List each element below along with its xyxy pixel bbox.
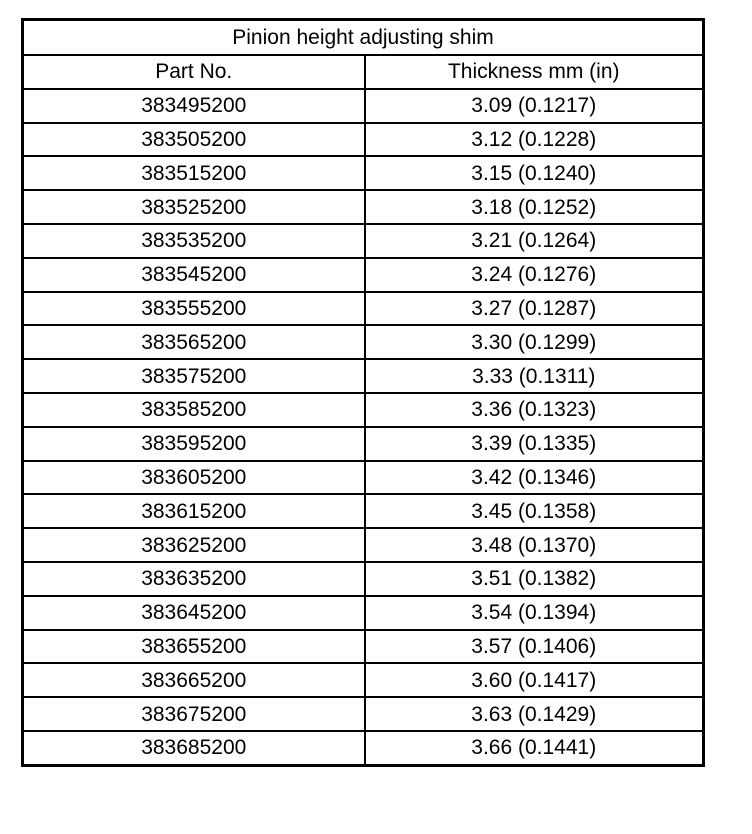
table-header-row	[23, 55, 704, 89]
table-row	[23, 494, 704, 528]
table-row	[23, 224, 704, 258]
table-row	[23, 393, 704, 427]
table-row	[23, 258, 704, 292]
thickness-cell: 3.30 (0.1299)	[365, 325, 704, 359]
part-number-cell: 383505200	[23, 123, 365, 157]
part-number-cell: 383615200	[23, 494, 365, 528]
part-number-cell: 383525200	[23, 190, 365, 224]
thickness-cell: 3.48 (0.1370)	[365, 528, 704, 562]
thickness-cell: 3.36 (0.1323)	[365, 393, 704, 427]
header-part-no: Part No.	[23, 55, 365, 89]
table-row	[23, 528, 704, 562]
part-number-cell: 383565200	[23, 325, 365, 359]
part-number-cell: 383595200	[23, 427, 365, 461]
table-row	[23, 427, 704, 461]
part-number-cell: 383625200	[23, 528, 365, 562]
thickness-cell: 3.27 (0.1287)	[365, 292, 704, 326]
thickness-cell: 3.63 (0.1429)	[365, 697, 704, 731]
table-title: Pinion height adjusting shim	[23, 20, 704, 56]
header-thickness: Thickness mm (in)	[365, 55, 704, 89]
table-row	[23, 731, 704, 765]
part-number-cell: 383685200	[23, 731, 365, 765]
shim-table	[21, 18, 705, 767]
thickness-cell: 3.24 (0.1276)	[365, 258, 704, 292]
table-body	[23, 20, 704, 766]
part-number-cell: 383665200	[23, 663, 365, 697]
part-number-cell: 383545200	[23, 258, 365, 292]
table-row	[23, 89, 704, 123]
thickness-cell: 3.45 (0.1358)	[365, 494, 704, 528]
part-number-cell: 383635200	[23, 562, 365, 596]
thickness-cell: 3.57 (0.1406)	[365, 630, 704, 664]
thickness-cell: 3.39 (0.1335)	[365, 427, 704, 461]
thickness-cell: 3.15 (0.1240)	[365, 156, 704, 190]
table-row	[23, 325, 704, 359]
thickness-cell: 3.12 (0.1228)	[365, 123, 704, 157]
table-row	[23, 292, 704, 326]
thickness-cell: 3.60 (0.1417)	[365, 663, 704, 697]
part-number-cell: 383575200	[23, 359, 365, 393]
part-number-cell: 383555200	[23, 292, 365, 326]
part-number-cell: 383605200	[23, 461, 365, 495]
part-number-cell: 383515200	[23, 156, 365, 190]
table-row	[23, 630, 704, 664]
table-row	[23, 123, 704, 157]
part-number-cell: 383655200	[23, 630, 365, 664]
thickness-cell: 3.51 (0.1382)	[365, 562, 704, 596]
table-row	[23, 190, 704, 224]
thickness-cell: 3.42 (0.1346)	[365, 461, 704, 495]
thickness-cell: 3.09 (0.1217)	[365, 89, 704, 123]
thickness-cell: 3.21 (0.1264)	[365, 224, 704, 258]
table-row	[23, 156, 704, 190]
thickness-cell: 3.66 (0.1441)	[365, 731, 704, 765]
table-title-row	[23, 20, 704, 56]
thickness-cell: 3.18 (0.1252)	[365, 190, 704, 224]
table-row	[23, 596, 704, 630]
thickness-cell: 3.33 (0.1311)	[365, 359, 704, 393]
table-row	[23, 461, 704, 495]
part-number-cell: 383675200	[23, 697, 365, 731]
table-row	[23, 663, 704, 697]
table-row	[23, 697, 704, 731]
part-number-cell: 383585200	[23, 393, 365, 427]
thickness-cell: 3.54 (0.1394)	[365, 596, 704, 630]
part-number-cell: 383495200	[23, 89, 365, 123]
table-row	[23, 562, 704, 596]
part-number-cell: 383535200	[23, 224, 365, 258]
table-row	[23, 359, 704, 393]
part-number-cell: 383645200	[23, 596, 365, 630]
